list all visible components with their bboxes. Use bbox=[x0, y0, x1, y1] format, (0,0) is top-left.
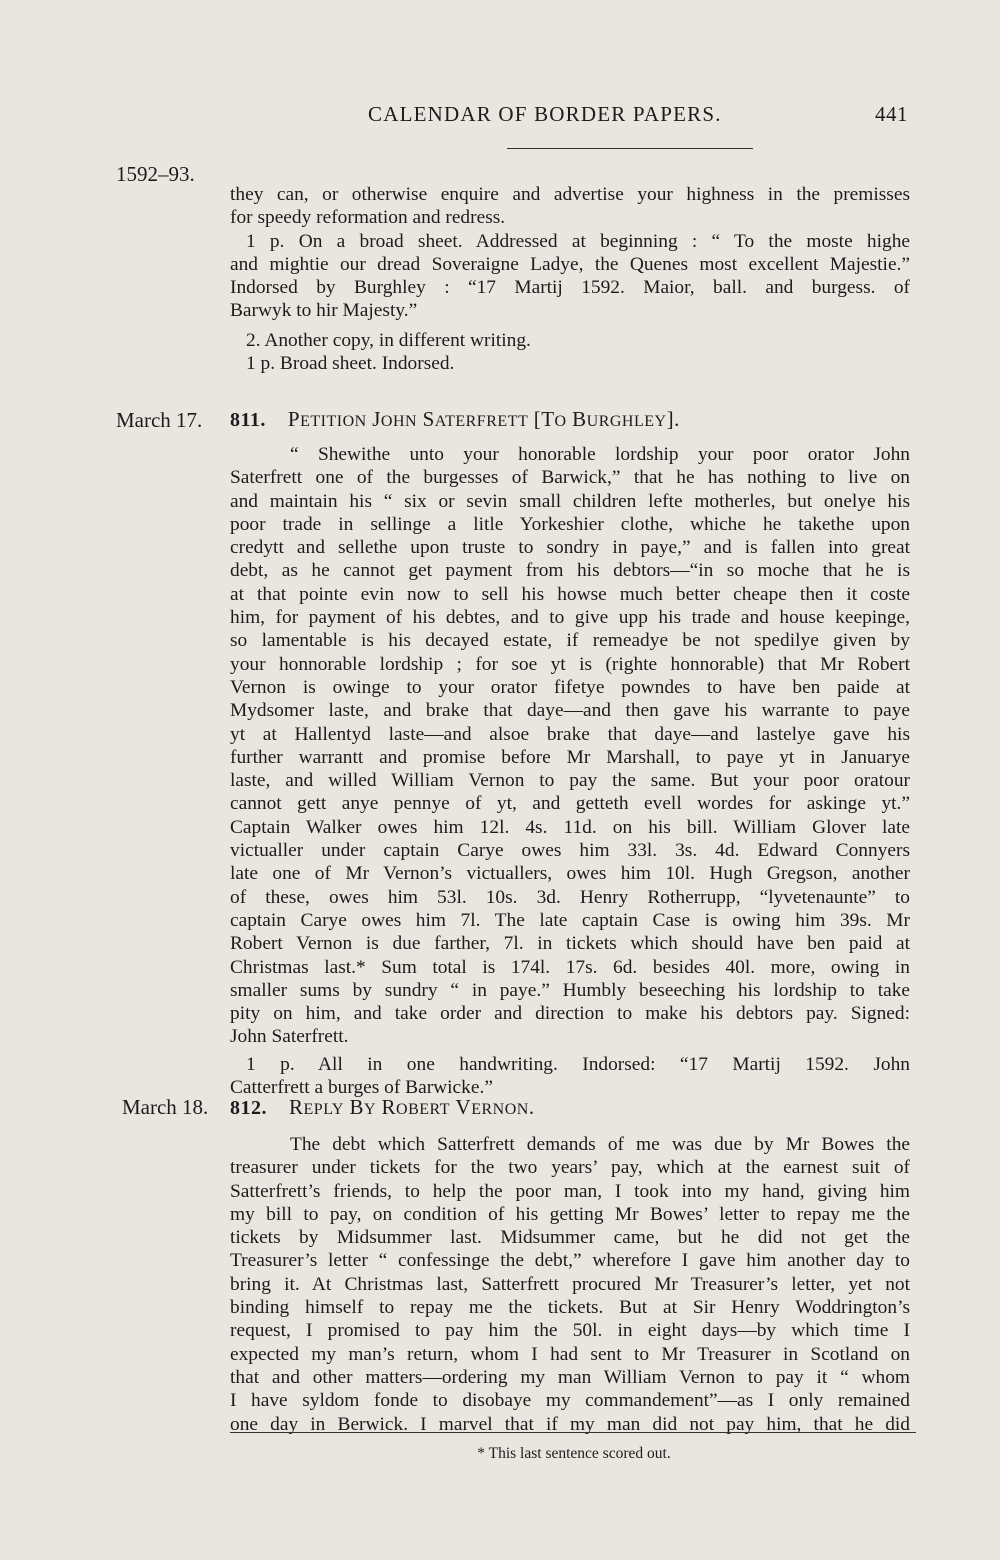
text-line: request, I promised to pay him the 50l. in eight days—by which time I bbox=[230, 1320, 910, 1342]
text-line: late one of Mr Vernon’s victuallers, owes him 10l. Hugh Gregson, another bbox=[230, 863, 910, 885]
continuation-text bbox=[230, 183, 910, 375]
footnote bbox=[0, 1445, 1000, 1463]
text-line: him, for payment of his debtes, and to give upp his trade and house keepinge, bbox=[230, 607, 910, 629]
text-line: Saterfrett one of the burgesses of Barwick,” that he has nothing to live on bbox=[230, 467, 910, 489]
text-line: yt at Hallentyd laste—and alsoe brake that daye—and lastelye gave his bbox=[230, 723, 910, 745]
year-label: 1592–93. bbox=[116, 162, 195, 186]
entry-heading bbox=[230, 1095, 535, 1120]
text-line: John Saterfrett. bbox=[230, 1026, 349, 1048]
text-line: my bill to pay, on condition of his getting Mr Bowes’ letter to repay me the bbox=[230, 1203, 910, 1225]
text-line: one day in Berwick. I marvel that if my man did not pay him, that he did bbox=[230, 1413, 910, 1435]
text-line: debt, as he cannot get payment from his debtors—“in so moche that he is bbox=[230, 560, 910, 582]
text-line: of these, owes him 53l. 10s. 3d. Henry Rotherrupp, “lyvetenaunte” to bbox=[230, 886, 910, 908]
footnote-text: * This last sentence scored out. bbox=[477, 1445, 671, 1462]
text-line: victualler under captain Carye owes him 33l. 3s. 4d. Edward Connyers bbox=[230, 840, 910, 862]
text-line: smaller sums by sundry “ in paye.” Humbly beseeching his lordship to take bbox=[230, 979, 910, 1001]
text-line: 1 p. Broad sheet. Indorsed. bbox=[246, 353, 455, 375]
entry-date: March 17. bbox=[116, 408, 203, 432]
text-line: Indorsed by Burghley : “17 Martij 1592. Maior, ball. and burgess. of bbox=[230, 277, 910, 299]
text-line: “ Shewithe unto your honorable lordship your poor orator John bbox=[290, 444, 910, 465]
text-line: 1 p. On a broad sheet. Addressed at beginning : “ To the moste highe bbox=[246, 230, 910, 252]
text-line: expected my man’s return, whom I had sent to Mr Treasurer in Scotland on bbox=[230, 1343, 910, 1365]
entry-date: March 18. bbox=[122, 1095, 209, 1119]
text-line: Robert Vernon is due farther, 7l. in tickets which should have ben paid at bbox=[230, 933, 910, 955]
text-line: 1 p. All in one handwriting. Indorsed: “17 Martij 1592. John bbox=[246, 1053, 910, 1075]
text-line: and mightie our dread Soveraigne Ladye, the Quenes most excellent Majestie.” bbox=[230, 253, 910, 275]
text-line: your honnorable lordship ; for soe yt is (righte honnorable) that Mr Robert bbox=[230, 653, 910, 675]
running-title: CALENDAR OF BORDER PAPERS. bbox=[368, 102, 722, 126]
text-line: tickets by Midsummer last. Midsummer came, but he did not get the bbox=[230, 1227, 910, 1249]
text-line: at that pointe evin now to sell his howse much better cheape then it coste bbox=[230, 583, 910, 605]
text-line: further warrantt and promise before Mr Marshall, to paye yt in Januarye bbox=[230, 746, 910, 768]
entry-title: REPLY BY ROBERT VERNON. bbox=[289, 1095, 535, 1119]
text-line: bring it. At Christmas last, Satterfrett procured Mr Treasurer’s letter, yet not bbox=[230, 1273, 910, 1295]
page-number: 441 bbox=[875, 102, 908, 126]
text-line: Mydsomer laste, and brake that daye—and then gave his warrante to paye bbox=[230, 700, 910, 722]
text-line: The debt which Satterfrett demands of me was due by Mr Bowes the bbox=[290, 1134, 910, 1155]
text-line: Christmas last.* Sum total is 174l. 17s. 6d. besides 40l. more, owing in bbox=[230, 956, 910, 978]
entry-title: PETITION JOHN SATERFRETT [TO BURGHLEY]. bbox=[287, 407, 680, 431]
text-line: for speedy reformation and redress. bbox=[230, 207, 506, 229]
text-line: Satterfrett’s friends, to help the poor man, I took into my hand, giving him bbox=[230, 1180, 910, 1202]
entry-body bbox=[230, 443, 910, 1099]
footnote-rule bbox=[230, 1432, 916, 1433]
text-line: they can, or otherwise enquire and advertise your highness in the premisses bbox=[230, 184, 910, 205]
text-line: I have syldom fonde to disobaye my commandement”—as I only remained bbox=[230, 1390, 910, 1412]
text-line: and maintain his “ six or sevin small children lefte motherles, but onelye his bbox=[230, 490, 910, 512]
text-line: treasurer under tickets for the two years’ pay, which at the earnest suit of bbox=[230, 1157, 910, 1179]
text-line: that and other matters—ordering my man William Vernon to pay it “ whom bbox=[230, 1366, 910, 1388]
text-line: Barwyk to hir Majesty.” bbox=[230, 300, 418, 322]
text-line: Treasurer’s letter “ confessinge the debt,” wherefore I gave him another day to bbox=[230, 1250, 910, 1272]
entry-number: 811. bbox=[230, 409, 266, 431]
header-rule bbox=[507, 148, 753, 149]
entry-heading bbox=[230, 407, 680, 432]
text-line: pity on him, and take order and direction to make his debtors pay. Signed: bbox=[230, 1003, 910, 1025]
text-line: captain Carye owes him 7l. The late captain Case is owing him 39s. Mr bbox=[230, 909, 910, 931]
text-line: Vernon is owinge to your orator fifetye powndes to have ben paide at bbox=[230, 676, 910, 698]
text-line: laste, and willed William Vernon to pay the same. But your poor oratour bbox=[230, 770, 910, 792]
text-line: so lamentable is his decayed estate, if remeadye be not spedilye given by bbox=[230, 630, 910, 652]
text-line: cannot gett anye pennye of yt, and getteth evell wordes for askinge yt.” bbox=[230, 793, 910, 815]
text-line: 2. Another copy, in different writing. bbox=[246, 329, 531, 351]
text-line: binding himself to repay me the tickets. But at Sir Henry Woddrington’s bbox=[230, 1297, 910, 1319]
text-line: Catterfrett a burges of Barwicke.” bbox=[230, 1077, 493, 1099]
text-line: credytt and sellethe upon truste to sondry in paye,” and is fallen into great bbox=[230, 537, 910, 559]
entry-body bbox=[230, 1133, 910, 1436]
text-line: Captain Walker owes him 12l. 4s. 11d. on his bill. William Glover late bbox=[230, 816, 910, 838]
entry-number: 812. bbox=[230, 1097, 267, 1119]
text-line: poor trade in sellinge a litle Yorkeshier clothe, whiche he takethe upon bbox=[230, 513, 910, 535]
